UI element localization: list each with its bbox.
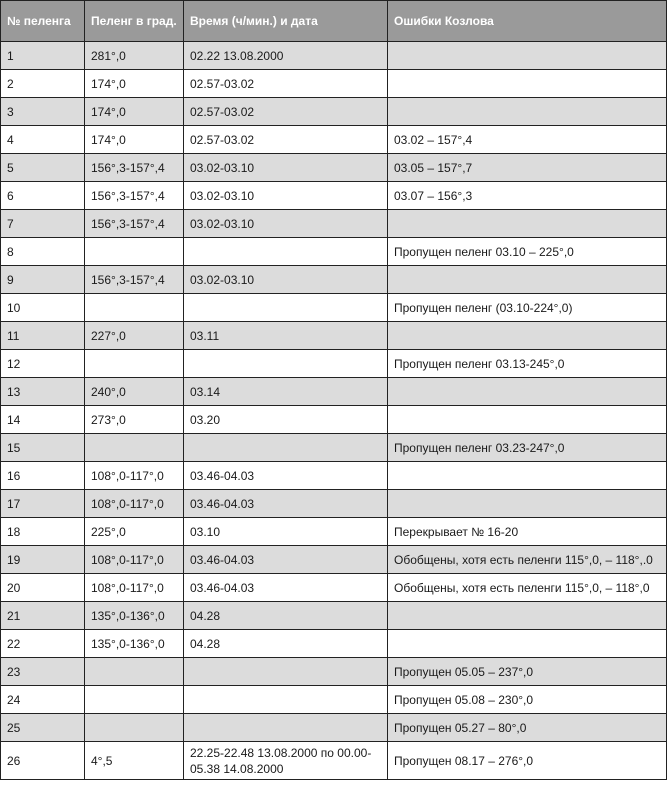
cell-time: 02.22 13.08.2000 (184, 42, 388, 70)
cell-number: 12 (1, 350, 85, 378)
table-row (1, 126, 667, 154)
cell-error (388, 630, 667, 658)
cell-bearing (85, 294, 184, 322)
cell-bearing: 240°,0 (85, 378, 184, 406)
cell-time: 03.02-03.10 (184, 154, 388, 182)
table-row (1, 70, 667, 98)
table-row (1, 602, 667, 630)
cell-time: 03.02-03.10 (184, 182, 388, 210)
cell-bearing: 135°,0-136°,0 (85, 602, 184, 630)
cell-error: Пропущен 05.05 – 237°,0 (388, 658, 667, 686)
cell-number: 25 (1, 714, 85, 742)
cell-number: 23 (1, 658, 85, 686)
cell-time: 02.57-03.02 (184, 70, 388, 98)
cell-bearing: 156°,3-157°,4 (85, 210, 184, 238)
table-row (1, 658, 667, 686)
cell-error: Обобщены, хотя есть пеленги 115°,0, – 118°,0 (388, 574, 667, 602)
table-row (1, 266, 667, 294)
cell-number: 9 (1, 266, 85, 294)
cell-time (184, 658, 388, 686)
table-row (1, 462, 667, 490)
table-row (1, 42, 667, 70)
table-row (1, 630, 667, 658)
cell-time (184, 350, 388, 378)
cell-number: 15 (1, 434, 85, 462)
cell-bearing (85, 350, 184, 378)
cell-time: 04.28 (184, 630, 388, 658)
cell-time (184, 238, 388, 266)
cell-time (184, 434, 388, 462)
cell-error (388, 462, 667, 490)
table-row (1, 154, 667, 182)
cell-bearing: 273°,0 (85, 406, 184, 434)
cell-time: 03.02-03.10 (184, 210, 388, 238)
header-bearing-number: № пеленга (1, 1, 85, 42)
cell-error: Обобщены, хотя есть пеленги 115°,0, – 118°,.0 (388, 546, 667, 574)
table-row (1, 322, 667, 350)
cell-error: Пропущен пеленг 03.13-245°,0 (388, 350, 667, 378)
cell-error: 03.05 – 157°,7 (388, 154, 667, 182)
table-row (1, 406, 667, 434)
cell-bearing: 281°,0 (85, 42, 184, 70)
cell-error: Пропущен пеленг 03.10 – 225°,0 (388, 238, 667, 266)
cell-error: Пропущен 08.17 – 276°,0 (388, 742, 667, 780)
cell-error: Перекрывает № 16-20 (388, 518, 667, 546)
cell-time (184, 714, 388, 742)
cell-number: 8 (1, 238, 85, 266)
cell-bearing: 4°,5 (85, 742, 184, 780)
cell-bearing (85, 658, 184, 686)
cell-time: 22.25-22.48 13.08.2000 по 00.00-05.38 14.08.2000 (184, 742, 388, 780)
cell-time: 03.02-03.10 (184, 266, 388, 294)
cell-error (388, 602, 667, 630)
cell-error (388, 490, 667, 518)
cell-number: 18 (1, 518, 85, 546)
cell-number: 11 (1, 322, 85, 350)
table-row (1, 434, 667, 462)
cell-error (388, 266, 667, 294)
cell-bearing (85, 714, 184, 742)
cell-bearing: 135°,0-136°,0 (85, 630, 184, 658)
cell-number: 17 (1, 490, 85, 518)
table-row (1, 742, 667, 780)
cell-error (388, 406, 667, 434)
table-row (1, 182, 667, 210)
table-row (1, 574, 667, 602)
cell-error: Пропущен 05.08 – 230°,0 (388, 686, 667, 714)
cell-error: Пропущен пеленг (03.10-224°,0) (388, 294, 667, 322)
cell-error: 03.07 – 156°,3 (388, 182, 667, 210)
cell-number: 26 (1, 742, 85, 780)
cell-bearing: 225°,0 (85, 518, 184, 546)
cell-number: 3 (1, 98, 85, 126)
cell-time: 03.46-04.03 (184, 546, 388, 574)
cell-number: 20 (1, 574, 85, 602)
table-row (1, 350, 667, 378)
cell-number: 6 (1, 182, 85, 210)
table-row (1, 294, 667, 322)
table-row (1, 686, 667, 714)
header-kozlov-errors: Ошибки Козлова (388, 1, 667, 42)
table-row (1, 210, 667, 238)
cell-error (388, 42, 667, 70)
cell-number: 24 (1, 686, 85, 714)
cell-time: 02.57-03.02 (184, 98, 388, 126)
cell-error: 03.02 – 157°,4 (388, 126, 667, 154)
cell-error (388, 378, 667, 406)
cell-error: Пропущен 05.27 – 80°,0 (388, 714, 667, 742)
cell-error (388, 322, 667, 350)
cell-bearing: 174°,0 (85, 126, 184, 154)
cell-time: 03.10 (184, 518, 388, 546)
cell-number: 10 (1, 294, 85, 322)
cell-number: 21 (1, 602, 85, 630)
cell-time: 03.46-04.03 (184, 462, 388, 490)
cell-error (388, 210, 667, 238)
cell-bearing: 156°,3-157°,4 (85, 154, 184, 182)
cell-number: 14 (1, 406, 85, 434)
cell-time (184, 686, 388, 714)
cell-number: 13 (1, 378, 85, 406)
cell-number: 22 (1, 630, 85, 658)
header-bearing-degrees: Пеленг в град. (85, 1, 184, 42)
table-row (1, 378, 667, 406)
cell-bearing (85, 686, 184, 714)
cell-number: 5 (1, 154, 85, 182)
cell-time: 03.20 (184, 406, 388, 434)
table-row (1, 98, 667, 126)
table-row (1, 490, 667, 518)
cell-bearing: 108°,0-117°,0 (85, 574, 184, 602)
cell-time: 03.14 (184, 378, 388, 406)
cell-bearing: 156°,3-157°,4 (85, 182, 184, 210)
cell-bearing: 108°,0-117°,0 (85, 462, 184, 490)
table-row (1, 546, 667, 574)
cell-number: 1 (1, 42, 85, 70)
table-row (1, 238, 667, 266)
table-row (1, 714, 667, 742)
cell-number: 7 (1, 210, 85, 238)
cell-time: 02.57-03.02 (184, 126, 388, 154)
cell-number: 16 (1, 462, 85, 490)
cell-time: 04.28 (184, 602, 388, 630)
cell-number: 2 (1, 70, 85, 98)
cell-error (388, 98, 667, 126)
cell-time: 03.46-04.03 (184, 490, 388, 518)
header-row (1, 1, 667, 42)
cell-bearing: 227°,0 (85, 322, 184, 350)
cell-time (184, 294, 388, 322)
cell-bearing: 156°,3-157°,4 (85, 266, 184, 294)
cell-bearing: 108°,0-117°,0 (85, 546, 184, 574)
table-row (1, 518, 667, 546)
cell-time: 03.11 (184, 322, 388, 350)
cell-error: Пропущен пеленг 03.23-247°,0 (388, 434, 667, 462)
cell-number: 19 (1, 546, 85, 574)
cell-bearing: 174°,0 (85, 70, 184, 98)
cell-bearing (85, 238, 184, 266)
header-time-date: Время (ч/мин.) и дата (184, 1, 388, 42)
cell-number: 4 (1, 126, 85, 154)
cell-bearing: 108°,0-117°,0 (85, 490, 184, 518)
cell-error (388, 70, 667, 98)
cell-time: 03.46-04.03 (184, 574, 388, 602)
cell-bearing (85, 434, 184, 462)
cell-bearing: 174°,0 (85, 98, 184, 126)
